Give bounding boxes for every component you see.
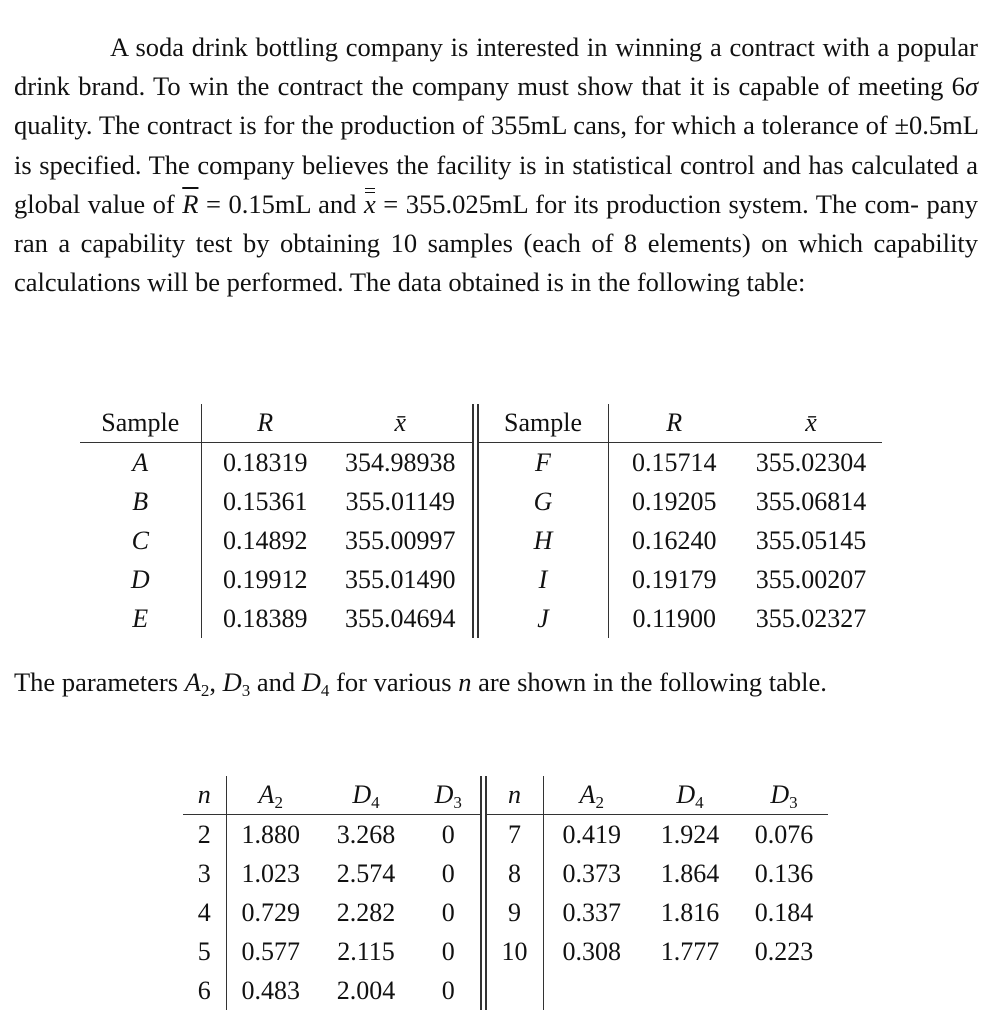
range-value: 0.19205 bbox=[608, 482, 740, 521]
range-value: 0.19912 bbox=[201, 560, 329, 599]
intro-sentence-3-end: is specified. bbox=[14, 149, 142, 180]
d-symbol: D bbox=[770, 780, 790, 809]
header-xbar: x̄ bbox=[329, 404, 475, 443]
d3-subscript: 3 bbox=[453, 793, 462, 812]
xbar-value: 355.06814 bbox=[755, 486, 867, 516]
n-value: 2 bbox=[197, 819, 211, 849]
range-value: 0.18389 bbox=[201, 599, 329, 638]
n-value: 10 bbox=[483, 932, 543, 971]
n-value: 5 bbox=[197, 936, 211, 966]
table-header-row bbox=[183, 776, 828, 815]
empty-cell bbox=[640, 971, 740, 1010]
a2-value: 1.880 bbox=[226, 815, 315, 855]
intro-sentence-2-end: quality. bbox=[14, 110, 93, 141]
sample-data-table bbox=[80, 404, 882, 638]
header-range: R bbox=[201, 404, 329, 443]
sample-label: F bbox=[475, 443, 608, 483]
table-row bbox=[183, 893, 828, 932]
table-row bbox=[80, 521, 882, 560]
a2-symbol: A bbox=[184, 667, 201, 697]
n-value: 9 bbox=[483, 893, 543, 932]
n-value: 7 bbox=[483, 815, 543, 855]
d4-value: 2.574 bbox=[336, 858, 396, 888]
params-post: are shown in the following table. bbox=[471, 667, 827, 697]
d4-value: 2.282 bbox=[336, 897, 396, 927]
table-row bbox=[183, 932, 828, 971]
table-row bbox=[80, 443, 882, 483]
xbar-value: 355.00997 bbox=[345, 525, 456, 555]
range-value: 0.16240 bbox=[608, 521, 740, 560]
header-n: n bbox=[183, 776, 226, 815]
d4-value: 3.268 bbox=[336, 819, 396, 849]
xbar-value: 355.00207 bbox=[755, 564, 867, 594]
a2-value: 0.483 bbox=[226, 971, 315, 1010]
header-xbar: x̄ bbox=[740, 404, 882, 443]
range-value: 0.15361 bbox=[201, 482, 329, 521]
table-row bbox=[183, 815, 828, 855]
d4-value: 2.115 bbox=[337, 936, 395, 966]
d3-subscript: 3 bbox=[789, 793, 798, 812]
tolerance-value: ±0.5mL bbox=[894, 110, 978, 141]
header-d4 bbox=[315, 776, 417, 815]
table-row bbox=[80, 560, 882, 599]
sample-label: D bbox=[130, 564, 150, 594]
n-value: 8 bbox=[483, 854, 543, 893]
intro-sentence-6: The data obtained is in the following table: bbox=[349, 267, 806, 298]
header-d3 bbox=[417, 776, 483, 815]
a2-value: 0.729 bbox=[226, 893, 315, 932]
rbar-symbol: $\overline{R}$ bbox=[182, 188, 199, 219]
a2-value: 0.337 bbox=[543, 893, 640, 932]
xbar-value: 355.02327 bbox=[755, 603, 867, 633]
header-a2 bbox=[543, 776, 640, 815]
header-sample: Sample bbox=[80, 404, 201, 443]
header-a2 bbox=[226, 776, 315, 815]
d4-symbol: D bbox=[301, 667, 321, 697]
params-comma: , bbox=[209, 667, 223, 697]
a2-value: 0.577 bbox=[226, 932, 315, 971]
n-value: 6 bbox=[197, 975, 211, 1005]
xbar-value: 355.02304 bbox=[755, 447, 867, 477]
range-value: 0.15714 bbox=[608, 443, 740, 483]
params-pre: The parameters bbox=[14, 667, 185, 697]
params-and: and bbox=[250, 667, 302, 697]
parameter-table bbox=[183, 776, 828, 1010]
xbarbar-symbol: x bbox=[364, 185, 376, 224]
d4-value: 1.816 bbox=[660, 897, 720, 927]
table-row bbox=[183, 854, 828, 893]
empty-cell bbox=[483, 971, 543, 1010]
xbar-value: 355.01149 bbox=[345, 486, 456, 516]
d-symbol: D bbox=[434, 780, 454, 809]
sample-label: C bbox=[131, 525, 149, 555]
a2-value: 0.373 bbox=[543, 854, 640, 893]
table-row bbox=[80, 599, 882, 638]
a-subscript: 2 bbox=[274, 793, 283, 812]
a-symbol: A bbox=[579, 780, 596, 809]
header-sample: Sample bbox=[475, 404, 608, 443]
table-header-row bbox=[80, 404, 882, 443]
header-d3 bbox=[740, 776, 828, 815]
intro-paragraph bbox=[14, 28, 978, 302]
n-value: 4 bbox=[197, 897, 211, 927]
sample-label: E bbox=[132, 603, 149, 633]
empty-cell bbox=[543, 971, 640, 1010]
sample-label: I bbox=[475, 560, 608, 599]
intro-sentence-3-start: The contract is for the production of 355mL cans, for which a tolerance of bbox=[98, 110, 895, 141]
d4-value: 1.864 bbox=[660, 858, 720, 888]
xbar-value: 354.98938 bbox=[345, 447, 456, 477]
a-symbol: A bbox=[258, 780, 275, 809]
intro-sentence-1: A soda drink bottling company is interested in winning a contract with a popular drink brand. bbox=[14, 32, 978, 102]
d3-value: 0 bbox=[441, 819, 455, 849]
d3-value: 0.136 bbox=[754, 858, 814, 888]
header-range: R bbox=[608, 404, 740, 443]
d3-subscript: 3 bbox=[241, 681, 251, 700]
sample-label: J bbox=[475, 599, 608, 638]
sample-label: A bbox=[132, 447, 149, 477]
d-symbol: D bbox=[352, 780, 372, 809]
range-value: 0.14892 bbox=[201, 521, 329, 560]
d3-symbol: D bbox=[222, 667, 242, 697]
intro-sentence-2-start: To win the contract the company must show that it is capable of meeting 6 bbox=[153, 71, 965, 102]
d3-value: 0.076 bbox=[754, 819, 814, 849]
a2-subscript: 2 bbox=[200, 681, 210, 700]
d4-subscript: 4 bbox=[371, 793, 380, 812]
intro-sentence-4-start: The company believes the facility is in statistical control and has calculated a global value of bbox=[14, 149, 979, 219]
d3-value: 0 bbox=[441, 897, 455, 927]
header-d4 bbox=[640, 776, 740, 815]
equals-sign: = bbox=[198, 188, 229, 219]
d3-value: 0 bbox=[441, 936, 455, 966]
n-value: 3 bbox=[197, 858, 211, 888]
n-symbol: n bbox=[458, 667, 472, 697]
sample-label: H bbox=[475, 521, 608, 560]
sample-label: B bbox=[132, 486, 149, 516]
range-value: 0.19179 bbox=[608, 560, 740, 599]
table-row bbox=[80, 482, 882, 521]
equals-sign-2: = bbox=[375, 188, 406, 219]
xbar-value: 355.04694 bbox=[345, 603, 456, 633]
d4-value: 1.924 bbox=[660, 819, 720, 849]
sigma-symbol: σ bbox=[964, 71, 979, 102]
a2-value: 0.419 bbox=[543, 815, 640, 855]
d4-subscript: 4 bbox=[695, 793, 704, 812]
header-n: n bbox=[483, 776, 543, 815]
d3-value: 0.184 bbox=[754, 897, 814, 927]
params-mid: for various bbox=[329, 667, 459, 697]
d4-value: 1.777 bbox=[660, 936, 720, 966]
d3-value: 0.223 bbox=[754, 936, 814, 966]
sample-label: G bbox=[475, 482, 608, 521]
d3-value: 0 bbox=[441, 975, 455, 1005]
table-row bbox=[183, 971, 828, 1010]
empty-cell bbox=[740, 971, 828, 1010]
d3-value: 0 bbox=[441, 858, 455, 888]
and-word: and bbox=[310, 188, 364, 219]
parameters-sentence bbox=[14, 664, 982, 700]
d4-value: 2.004 bbox=[336, 975, 396, 1005]
d4-subscript: 4 bbox=[320, 681, 330, 700]
intro-sentence-5: The com- pany ran a capability test by obtaining 10 samples (each of 8 elements) on which capability calculations will be performed. bbox=[14, 188, 978, 298]
a2-value: 1.023 bbox=[226, 854, 315, 893]
rbar-value: 0.15mL bbox=[228, 188, 311, 219]
d-symbol: D bbox=[676, 780, 696, 809]
range-value: 0.18319 bbox=[201, 443, 329, 483]
xbar-value: 355.01490 bbox=[345, 564, 456, 594]
a-subscript: 2 bbox=[595, 793, 604, 812]
a2-value: 0.308 bbox=[543, 932, 640, 971]
range-value: 0.11900 bbox=[608, 599, 740, 638]
xbar-value: 355.05145 bbox=[755, 525, 867, 555]
xbarbar-value: 355.025mL bbox=[405, 188, 528, 219]
intro-sentence-4-end: for its production system. bbox=[527, 188, 809, 219]
